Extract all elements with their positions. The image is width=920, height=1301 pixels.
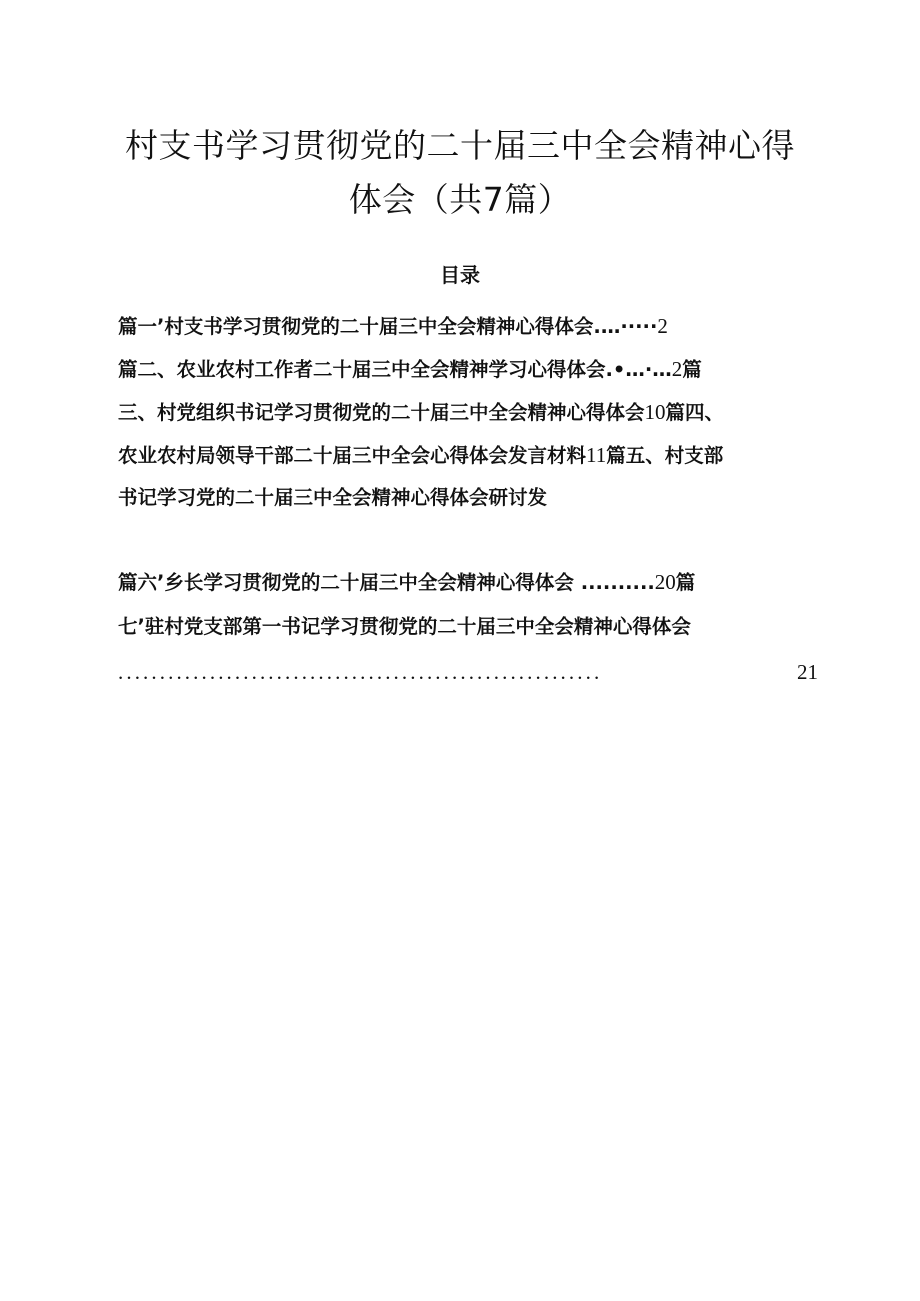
toc-entry-3-tail: 篇四、 xyxy=(665,401,725,424)
toc-entry-4-tail: 篇五、村支部 xyxy=(606,444,724,467)
toc-entry-7-leader[interactable] xyxy=(118,657,818,687)
toc-entry-6-page: 20 xyxy=(654,570,676,594)
toc-entry-3[interactable] xyxy=(118,397,848,428)
toc-entry-6-text: 篇六’乡长学习贯彻党的二十届三中全会精神心得体会 .......... xyxy=(118,571,655,594)
toc-entry-6-tail: 篇 xyxy=(675,571,696,594)
toc-entry-1[interactable] xyxy=(118,311,848,342)
toc-entry-4-page: 11 xyxy=(586,443,607,467)
toc-entry-2-page: 2 xyxy=(671,357,683,381)
toc-entry-7-page: 21 xyxy=(797,660,818,684)
toc-entry-7-text: 七’驻村党支部第一书记学习贯彻党的二十届三中全会精神心得体会 xyxy=(118,615,691,638)
toc-entry-3-page: 10 xyxy=(644,400,666,424)
toc-entry-3-text: 三、村党组织书记学习贯彻党的二十届三中全会精神心得体会 xyxy=(118,401,645,424)
document-title-line-2: 体会（共7篇） xyxy=(348,180,572,219)
toc-entry-5[interactable] xyxy=(118,483,848,513)
dot-leader: .......................................................... xyxy=(118,660,603,684)
toc-entry-1-text: 篇一’村支书学习贯彻党的二十届三中全会精神心得体会.…····· xyxy=(118,315,658,338)
toc-heading: 目录 xyxy=(440,263,480,287)
document-title-line-1: 村支书学习贯彻党的二十届三中全会精神心得 xyxy=(125,126,795,165)
toc-entry-6[interactable] xyxy=(118,567,848,598)
toc-entry-1-page: 2 xyxy=(657,314,668,338)
toc-entry-4-text: 农业农村局领导干部二十届三中全会心得体会发言材料 xyxy=(118,444,587,467)
toc-entry-2-tail: 篇 xyxy=(682,358,702,381)
toc-entry-4[interactable] xyxy=(118,440,848,471)
toc-entry-5-text: 书记学习党的二十届三中全会精神心得体会研讨发 xyxy=(118,486,548,509)
toc-entry-2[interactable] xyxy=(118,354,848,385)
toc-entry-7[interactable] xyxy=(118,612,848,642)
toc-entry-2-text: 篇二、农业农村工作者二十届三中全会精神学习心得体会.•…·… xyxy=(118,358,672,381)
